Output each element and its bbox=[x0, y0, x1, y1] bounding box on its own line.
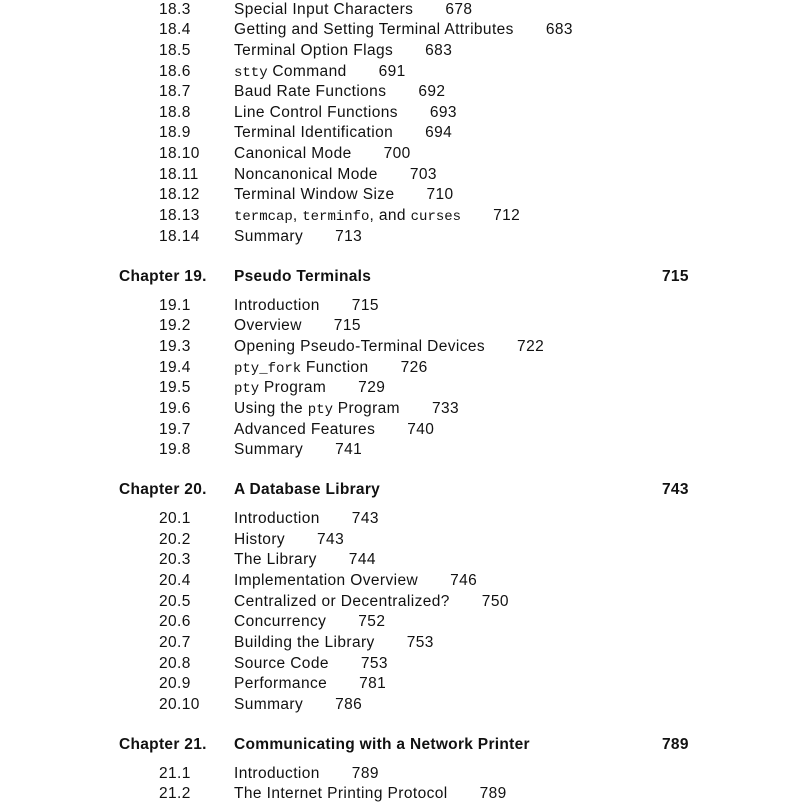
title-text: Implementation Overview bbox=[234, 572, 419, 589]
section-number: 19.4 bbox=[159, 359, 191, 376]
section-number: 18.8 bbox=[159, 104, 191, 121]
section-number: 20.3 bbox=[159, 551, 191, 568]
chapter-title: Communicating with a Network Printer bbox=[234, 736, 530, 753]
title-text: Advanced Features bbox=[234, 421, 376, 438]
section-title bbox=[234, 764, 379, 784]
section-title bbox=[234, 41, 452, 61]
section-title bbox=[234, 633, 434, 653]
title-text: Summary bbox=[234, 228, 304, 245]
section-number: 19.6 bbox=[159, 400, 191, 417]
code-term: stty bbox=[234, 65, 268, 81]
section-title bbox=[234, 144, 411, 164]
page-number: 694 bbox=[425, 124, 453, 141]
page-number: 744 bbox=[348, 551, 376, 568]
title-text: Function bbox=[301, 359, 369, 376]
page-number: 786 bbox=[335, 696, 363, 713]
page-number: 678 bbox=[445, 1, 473, 18]
chapter-label: Chapter 21. bbox=[119, 736, 207, 753]
code-term: pty bbox=[307, 402, 334, 418]
title-text: History bbox=[234, 531, 286, 548]
section-number: 19.5 bbox=[159, 379, 191, 396]
section-number: 20.10 bbox=[159, 696, 200, 713]
section-number: 18.7 bbox=[159, 83, 191, 100]
section-number: 19.1 bbox=[159, 297, 191, 314]
section-title bbox=[234, 103, 457, 123]
section-number: 18.13 bbox=[159, 207, 200, 224]
title-text: Special Input Characters bbox=[234, 1, 414, 18]
page-number: 753 bbox=[360, 655, 388, 672]
page-number: 781 bbox=[359, 675, 387, 692]
title-text: Getting and Setting Terminal Attributes bbox=[234, 21, 514, 38]
page-number: 729 bbox=[358, 379, 386, 396]
title-text: , bbox=[292, 207, 303, 224]
section-number: 18.11 bbox=[159, 166, 199, 183]
page-number: 683 bbox=[545, 21, 573, 38]
title-text: Source Code bbox=[234, 655, 329, 672]
title-text: Terminal Option Flags bbox=[234, 42, 394, 59]
section-title bbox=[234, 82, 445, 102]
section-number: 18.12 bbox=[159, 186, 200, 203]
chapter-title: A Database Library bbox=[234, 481, 381, 498]
section-number: 20.1 bbox=[159, 510, 191, 527]
section-number: 18.6 bbox=[159, 63, 191, 80]
section-number: 18.14 bbox=[159, 228, 200, 245]
page-number: 715 bbox=[333, 317, 361, 334]
page-number: 693 bbox=[429, 104, 457, 121]
title-text: Introduction bbox=[234, 510, 320, 527]
title-text: Command bbox=[267, 63, 347, 80]
section-number: 19.7 bbox=[159, 421, 191, 438]
page-number: 752 bbox=[358, 613, 386, 630]
section-title bbox=[234, 358, 428, 379]
page-number: 746 bbox=[450, 572, 478, 589]
title-text: , and bbox=[369, 207, 411, 224]
page-number: 789 bbox=[351, 765, 379, 782]
section-title bbox=[234, 296, 379, 316]
page-number: 733 bbox=[431, 400, 460, 417]
page-number: 726 bbox=[400, 359, 428, 376]
section-number: 18.5 bbox=[159, 42, 191, 59]
section-title bbox=[234, 550, 376, 570]
section-number: 18.9 bbox=[159, 124, 191, 141]
section-title bbox=[234, 227, 362, 247]
title-text: Using the bbox=[234, 400, 308, 417]
title-text: Program bbox=[259, 379, 327, 396]
title-text: Concurrency bbox=[234, 613, 327, 630]
section-title bbox=[234, 0, 472, 20]
section-title bbox=[234, 62, 406, 83]
page-number: 715 bbox=[351, 297, 379, 314]
chapter-page: 715 bbox=[662, 268, 689, 285]
section-title bbox=[234, 654, 388, 674]
section-number: 20.2 bbox=[159, 531, 191, 548]
section-title bbox=[234, 784, 507, 804]
section-title bbox=[234, 571, 477, 591]
section-title bbox=[234, 123, 452, 143]
page-number: 683 bbox=[425, 42, 453, 59]
section-number: 18.3 bbox=[159, 1, 191, 18]
section-title bbox=[234, 206, 520, 227]
title-text: Terminal Identification bbox=[234, 124, 394, 141]
section-number: 20.9 bbox=[159, 675, 191, 692]
title-text: Introduction bbox=[234, 765, 320, 782]
section-title bbox=[234, 509, 379, 529]
page-number: 713 bbox=[335, 228, 363, 245]
title-text: Opening Pseudo-Terminal Devices bbox=[234, 338, 486, 355]
section-title bbox=[234, 612, 385, 632]
section-number: 21.1 bbox=[159, 765, 191, 782]
section-title bbox=[234, 674, 386, 694]
page-number: 710 bbox=[426, 186, 454, 203]
page-number: 743 bbox=[317, 531, 345, 548]
title-text: Line Control Functions bbox=[234, 104, 398, 121]
chapter-title: Pseudo Terminals bbox=[234, 268, 372, 285]
title-text: Baud Rate Functions bbox=[234, 83, 387, 100]
title-text: Introduction bbox=[234, 297, 320, 314]
section-number: 20.8 bbox=[159, 655, 191, 672]
section-number: 20.6 bbox=[159, 613, 191, 630]
chapter-page: 789 bbox=[662, 736, 689, 753]
title-text: The Library bbox=[234, 551, 317, 568]
section-title bbox=[234, 420, 434, 440]
title-text: Performance bbox=[234, 675, 328, 692]
title-text: Program bbox=[333, 400, 400, 417]
page-number: 789 bbox=[479, 785, 507, 802]
page-number: 722 bbox=[517, 338, 545, 355]
code-term: curses bbox=[410, 209, 462, 225]
section-title bbox=[234, 185, 454, 205]
code-term: pty_fork bbox=[234, 361, 302, 377]
section-number: 19.3 bbox=[159, 338, 191, 355]
section-number: 18.4 bbox=[159, 21, 191, 38]
page-number: 703 bbox=[409, 166, 437, 183]
page-number: 740 bbox=[407, 421, 435, 438]
title-text: Centralized or Decentralized? bbox=[234, 593, 450, 610]
title-text: Canonical Mode bbox=[234, 145, 352, 162]
code-term: terminfo bbox=[302, 209, 370, 225]
page-number: 750 bbox=[481, 593, 509, 610]
code-term: pty bbox=[234, 381, 260, 397]
section-title bbox=[234, 378, 385, 399]
title-text: Summary bbox=[234, 441, 304, 458]
section-number: 20.7 bbox=[159, 634, 191, 651]
title-text: Noncanonical Mode bbox=[234, 166, 378, 183]
section-title bbox=[234, 695, 362, 715]
section-title bbox=[234, 165, 437, 185]
chapter-label: Chapter 20. bbox=[119, 481, 207, 498]
title-text: Overview bbox=[234, 317, 302, 334]
chapter-label: Chapter 19. bbox=[119, 268, 207, 285]
page-number: 743 bbox=[351, 510, 379, 527]
section-title bbox=[234, 337, 544, 357]
section-title bbox=[234, 20, 573, 40]
section-number: 21.2 bbox=[159, 785, 191, 802]
code-term: termcap bbox=[234, 209, 293, 225]
page-number: 741 bbox=[335, 441, 363, 458]
section-title bbox=[234, 440, 362, 460]
title-text: Summary bbox=[234, 696, 304, 713]
title-text: Terminal Window Size bbox=[234, 186, 395, 203]
section-title bbox=[234, 530, 344, 550]
section-number: 18.10 bbox=[159, 145, 200, 162]
section-title bbox=[234, 399, 459, 420]
page-number: 753 bbox=[406, 634, 434, 651]
page-number: 712 bbox=[493, 207, 521, 224]
section-number: 20.5 bbox=[159, 593, 191, 610]
page-number: 700 bbox=[383, 145, 411, 162]
section-title bbox=[234, 316, 361, 336]
chapter-page: 743 bbox=[662, 481, 689, 498]
title-text: The Internet Printing Protocol bbox=[234, 785, 448, 802]
section-number: 19.8 bbox=[159, 441, 191, 458]
section-number: 19.2 bbox=[159, 317, 191, 334]
title-text: Building the Library bbox=[234, 634, 375, 651]
page-number: 692 bbox=[418, 83, 446, 100]
page-number: 691 bbox=[378, 63, 406, 80]
section-number: 20.4 bbox=[159, 572, 191, 589]
section-title bbox=[234, 592, 509, 612]
